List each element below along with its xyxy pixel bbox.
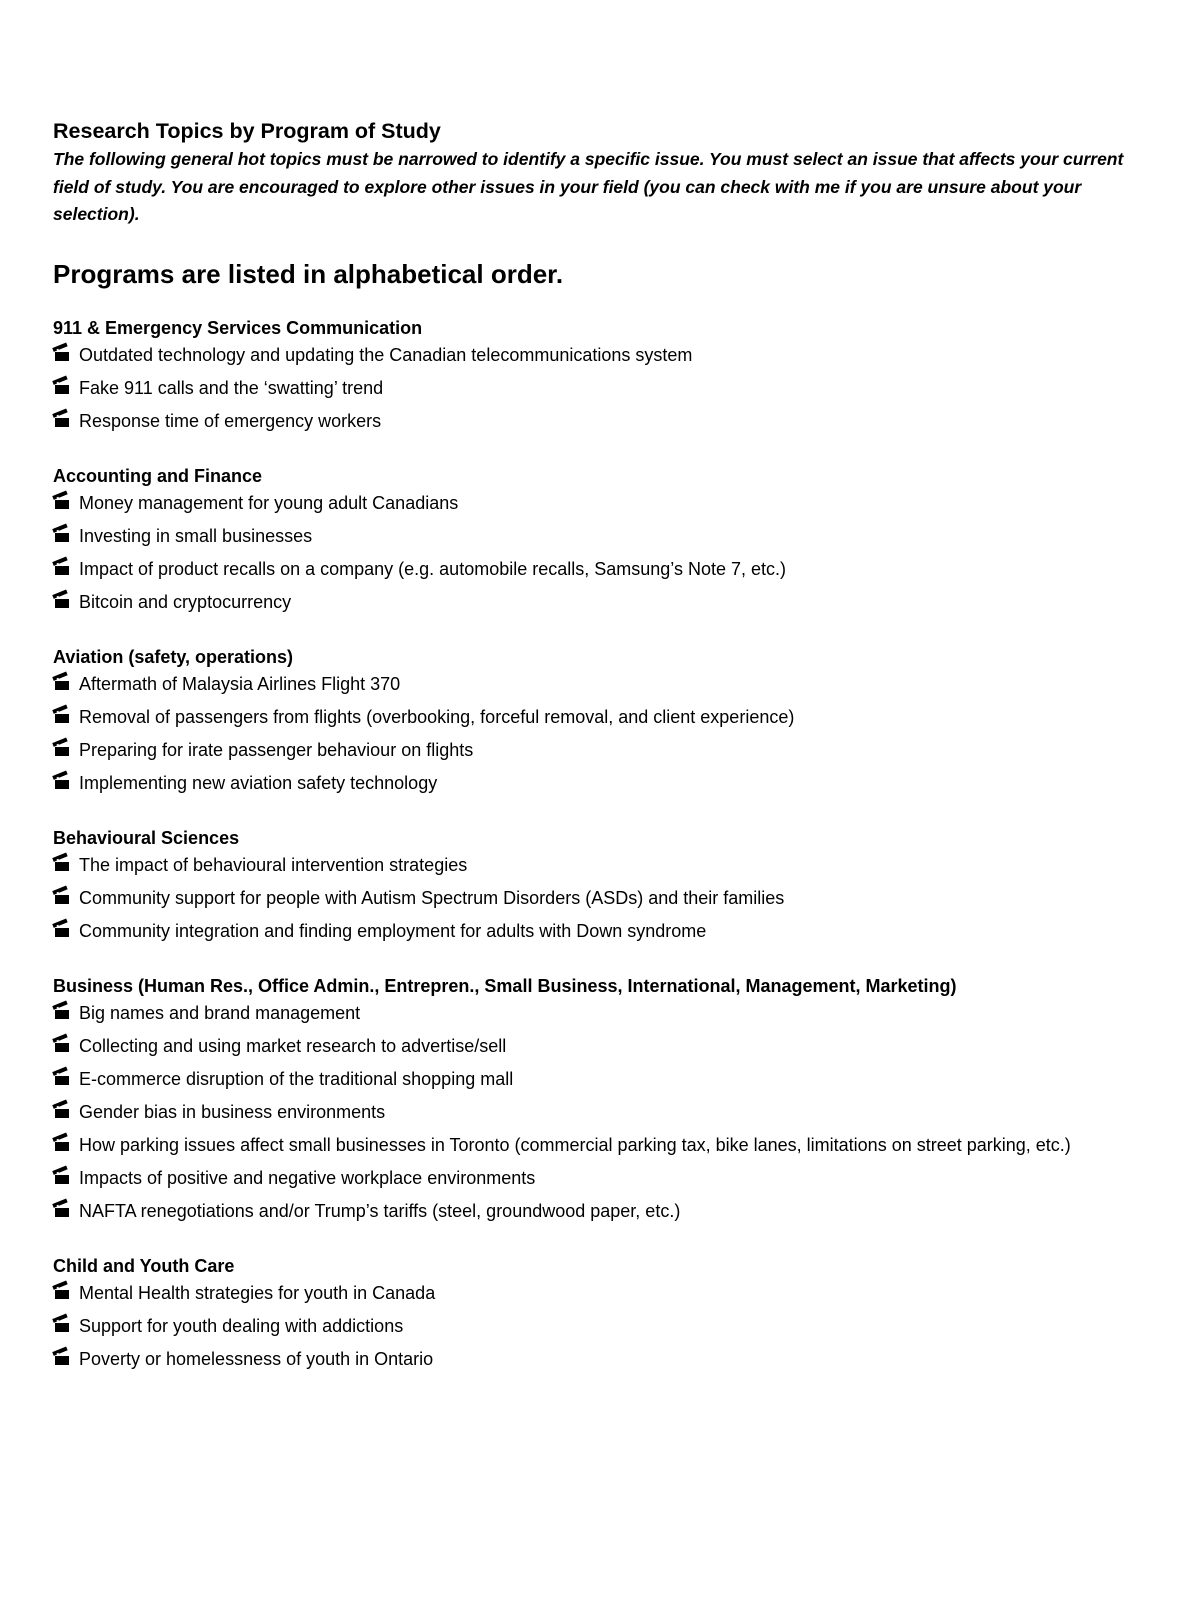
clapperboard-icon [53,379,72,395]
list-item [53,1131,1148,1159]
program-title: Aviation (safety, operations) [53,646,294,667]
list-item [53,588,1148,616]
topic-text: Response time of emergency workers [79,410,382,431]
document-title: Research Topics by Program of Study [53,119,441,143]
clapperboard-icon [53,346,72,362]
topic-text: Support for youth dealing with addictions [79,1315,404,1336]
list-item [53,1279,1148,1307]
topic-text: Outdated technology and updating the Canadian telecommunications system [79,344,693,365]
list-item [53,1098,1148,1126]
program-section [53,973,1148,1225]
clapperboard-icon [53,708,72,724]
clapperboard-icon [53,1317,72,1333]
program-section [53,1253,1148,1373]
program-title: Accounting and Finance [53,465,263,486]
list-item [53,851,1148,879]
order-note-heading: Programs are listed in alphabetical order. [53,258,564,289]
program-title: Business (Human Res., Office Admin., Entrepren., Small Business, International, Management, Marketing) [53,975,957,996]
list-item [53,917,1148,945]
clapperboard-icon [53,1284,72,1300]
document-content [53,116,1148,1373]
list-item [53,555,1148,583]
list-item [53,1164,1148,1192]
list-item [53,670,1148,698]
list-item [53,1032,1148,1060]
clapperboard-icon [53,560,72,576]
topic-list [53,670,1148,797]
list-item [53,1312,1148,1340]
clapperboard-icon [53,774,72,790]
clapperboard-icon [53,1103,72,1119]
list-item [53,341,1148,369]
topic-text: Community support for people with Autism Spectrum Disorders (ASDs) and their families [79,887,785,908]
clapperboard-icon [53,1037,72,1053]
list-item [53,769,1148,797]
topic-text: E-commerce disruption of the traditional shopping mall [79,1068,514,1089]
clapperboard-icon [53,412,72,428]
topic-text: Community integration and finding employment for adults with Down syndrome [79,920,707,941]
list-item [53,1197,1148,1225]
topic-text: Poverty or homelessness of youth in Ontario [79,1348,434,1369]
list-item [53,407,1148,435]
program-section [53,315,1148,435]
topic-text: Mental Health strategies for youth in Canada [79,1282,436,1303]
list-item [53,884,1148,912]
topic-list [53,999,1148,1225]
topic-text: Removal of passengers from flights (overbooking, forceful removal, and client experience) [79,706,795,727]
program-title: 911 & Emergency Services Communication [53,317,423,338]
program-section [53,644,1148,797]
list-item [53,374,1148,402]
clapperboard-icon [53,856,72,872]
clapperboard-icon [53,1350,72,1366]
topic-text: Impacts of positive and negative workplace environments [79,1167,536,1188]
topic-text: Gender bias in business environments [79,1101,386,1122]
list-item [53,489,1148,517]
clapperboard-icon [53,593,72,609]
topic-text: How parking issues affect small businesses in Toronto (commercial parking tax, bike lanes, limitations on street parking, etc.) [79,1134,1071,1155]
topic-text: Bitcoin and cryptocurrency [79,591,292,612]
clapperboard-icon [53,889,72,905]
topic-list [53,851,1148,945]
program-title: Behavioural Sciences [53,827,240,848]
clapperboard-icon [53,1169,72,1185]
topic-text: Big names and brand management [79,1002,361,1023]
clapperboard-icon [53,1070,72,1086]
clapperboard-icon [53,675,72,691]
program-section [53,463,1148,616]
clapperboard-icon [53,1202,72,1218]
clapperboard-icon [53,527,72,543]
topic-text: Implementing new aviation safety technology [79,772,438,793]
topic-list [53,489,1148,616]
clapperboard-icon [53,1004,72,1020]
list-item [53,999,1148,1027]
topic-text: The impact of behavioural intervention strategies [79,854,468,875]
clapperboard-icon [53,741,72,757]
list-item [53,522,1148,550]
topic-text: Fake 911 calls and the ‘swatting’ trend [79,377,384,398]
program-sections [53,315,1148,1373]
topic-text: Collecting and using market research to advertise/sell [79,1035,507,1056]
clapperboard-icon [53,494,72,510]
topic-list [53,1279,1148,1373]
topic-text: Investing in small businesses [79,525,313,546]
topic-text: Money management for young adult Canadians [79,492,459,513]
clapperboard-icon [53,1136,72,1152]
list-item [53,1065,1148,1093]
list-item [53,1345,1148,1373]
topic-text: Aftermath of Malaysia Airlines Flight 370 [79,673,401,694]
topic-text: Preparing for irate passenger behaviour on flights [79,739,474,760]
topic-text: Impact of product recalls on a company (e.g. automobile recalls, Samsung’s Note 7, etc.) [79,558,787,579]
list-item [53,736,1148,764]
clapperboard-icon [53,922,72,938]
list-item [53,703,1148,731]
topic-list [53,341,1148,435]
intro-paragraph: The following general hot topics must be narrowed to identify a specific issue. You must select an issue that affects your current field of study. You are encouraged to explore other issues in your field (you can check with me if you are unsure about your selection). [53,149,1124,224]
topic-text: NAFTA renegotiations and/or Trump’s tariffs (steel, groundwood paper, etc.) [79,1200,681,1221]
program-section [53,825,1148,945]
program-title: Child and Youth Care [53,1255,235,1276]
